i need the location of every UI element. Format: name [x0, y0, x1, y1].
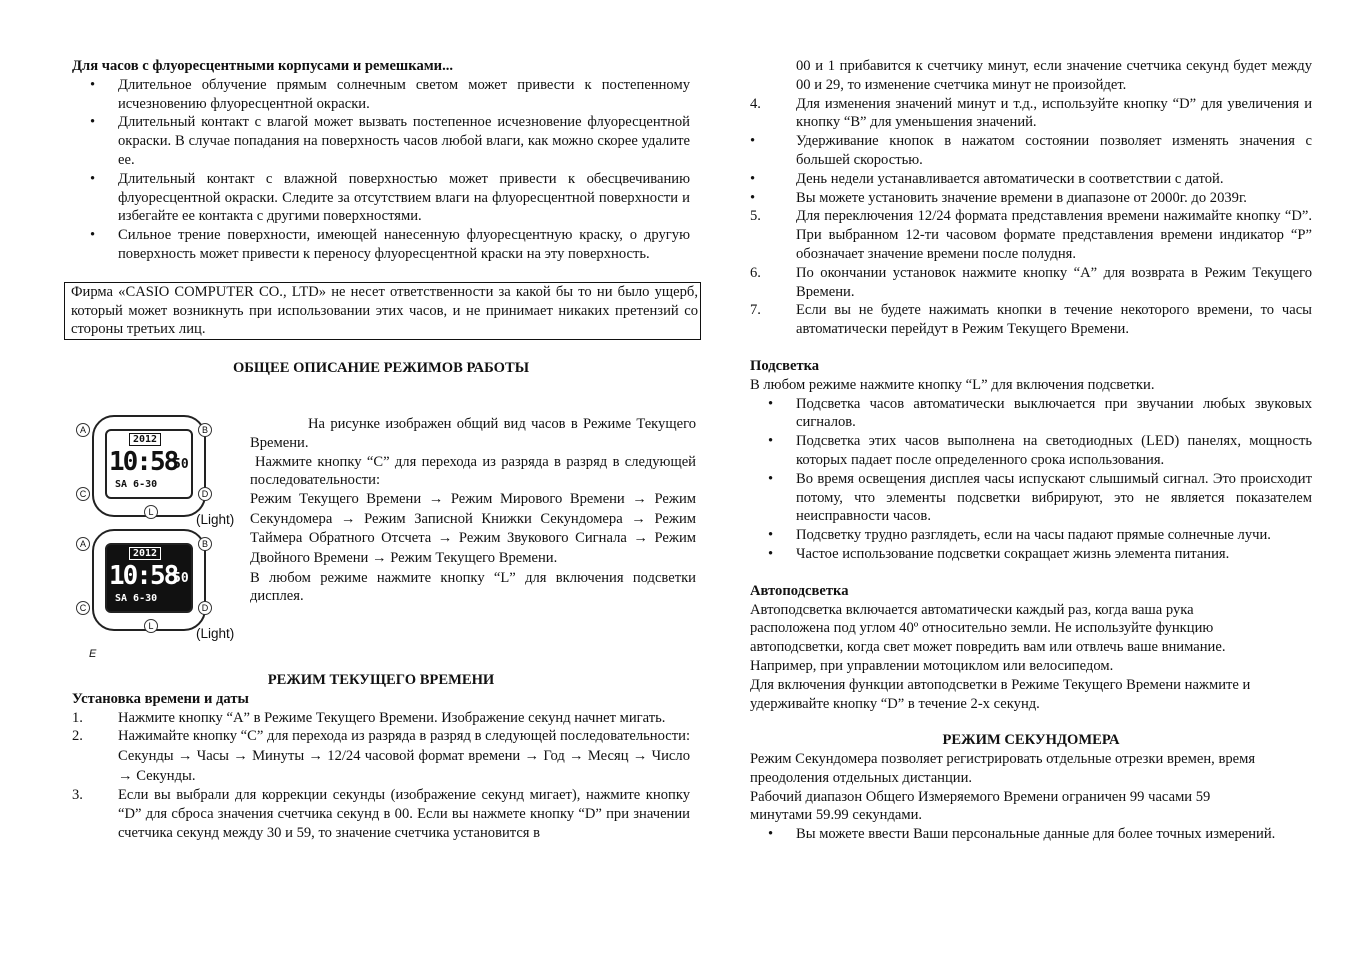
- watch-date: SA 6-30: [115, 478, 158, 490]
- button-l-label: L: [144, 505, 158, 519]
- list-item: • Подсветку трудно разглядеть, если на часы падают прямые солнечные лучи.: [768, 527, 1271, 544]
- continued-paragraph: 00 и 1 прибавится к счетчику минут, если значение счетчика секунд будет между 00 и 29, то изменение счетчика минут не произойдет.: [796, 58, 1312, 93]
- backlight-heading: Подсветка: [750, 357, 820, 374]
- set-time-steps: [72, 709, 690, 843]
- figure-paragraph: На рисунке изображен общий вид часов в Режиме Текущего Времени.: [250, 415, 696, 451]
- fluor-bullet-list: [72, 76, 690, 264]
- button-l-label: L: [144, 619, 158, 633]
- list-item: 3. Если вы выбрали для коррекции секунды (изображение секунд мигает), нажмите кнопку “D” для сброса значения счетчика секунд в 00. Если вы нажмете кнопку “D” при значении счетчика секунд между 30 и 59, то значение счетчика установится в: [72, 787, 690, 841]
- bullet-marker: •: [90, 114, 96, 131]
- list-item: 5. Для переключения 12/24 формата представления времени нажимайте кнопку “D”. При выбранном 12-ти часовом формате представления времени индикатор “P” обозначает значение времени после полудня.: [750, 208, 1312, 262]
- list-item: • День недели устанавливается автоматически в соответствии с датой.: [750, 170, 1224, 187]
- watch-year: 2012: [129, 433, 161, 446]
- bullet-marker: •: [768, 433, 774, 450]
- button-c-label: C: [76, 601, 90, 615]
- list-item: • Длительное облучение прямым солнечным светом может привести к постепенному исчезновению флуоресцентной окраски.: [90, 76, 690, 112]
- autolight-text: Автоподсветка включается автоматически каждый раз, когда ваша рука расположена под углом 40º относительно земли. Не используйте функцию автоподсветки, когда свет может повредить вам или отвлечь ваше внимание. Например, при управлении мотоциклом или велосипедом. Для включения функции автоподсветки в Режиме Текущего Времени нажмите и удерживайте кнопку “D” в течение 2-х секунд.: [750, 601, 1251, 712]
- modes-heading: ОБЩЕЕ ОПИСАНИЕ РЕЖИМОВ РАБОТЫ: [232, 360, 530, 377]
- list-item: • Длительный контакт с влагой может вызвать постепенное исчезновение флуоресцентной окраски. В случае попадания на поверхность часов любой влаги, как можно скорее удалите ее.: [90, 114, 690, 168]
- figure-paragraph: Нажмите кнопку “C” для перехода из разряда в разряд в следующей последовательности:: [250, 453, 696, 489]
- fluor-heading: Для часов с флуоресцентными корпусами и ремешками...: [72, 58, 454, 74]
- watch-display: [105, 543, 193, 613]
- watch-figure-block: [72, 415, 696, 665]
- button-a-label: A: [76, 537, 90, 551]
- backlight-bullets: [750, 395, 1312, 564]
- list-item: • Длительный контакт с влажной поверхностью может привести к обесцвечиванию флуоресцентной окраски. Следите за отсутствием влаги на флуоресцентной поверхности и избегайте ее контакта с другими поверхностями.: [90, 170, 690, 225]
- button-b-label: B: [198, 537, 212, 551]
- list-item: 4. Для изменения значений минут и т.д., используйте кнопку “D” для увеличения и кнопку “B” для уменьшения значений.: [750, 95, 1312, 131]
- watch-illustration-light: [92, 415, 206, 517]
- list-item: • Во время освещения дисплея часы испускают слышимый сигнал. Это происходит потому, что элементы подсветки вибрируют, это не является показателем неисправности часов.: [768, 470, 1312, 525]
- watch-time: 10:58: [109, 446, 178, 477]
- bullet-marker: •: [768, 470, 774, 487]
- stopwatch-text: Режим Секундомера позволяет регистрировать отдельные отрезки времен, время преодоления отдельных дистанции. Рабочий диапазон Общего Измеряемого Времени ограничен 99 часами 59 минутами 59.99 секундами.: [750, 751, 1256, 824]
- set-time-heading: Установка времени и даты: [72, 690, 249, 707]
- bullet-marker: •: [90, 227, 96, 244]
- list-item: • Сильное трение поверхности, имеющей нанесенную флуоресцентную краску, о другую поверхность может привести к переносу флуоресцентной краски на эту поверхность.: [90, 227, 690, 262]
- left-column: [71, 57, 698, 843]
- list-item: 1. Нажмите кнопку “A” в Режиме Текущего Времени. Изображение секунд начнет мигать.: [72, 709, 666, 726]
- list-item: • Подсветка этих часов выполнена на светодиодных (LED) панелях, мощность которых падает после определенного срока использования.: [768, 433, 1312, 468]
- settings-list: [750, 95, 1312, 339]
- list-item: 2. Нажимайте кнопку “C” для перехода из разряда в разряд в следующей последовательности: Секунды → Часы → Минуты → 12/24 часовой формат времени → Год → Месяц → Число → Секунды.: [72, 728, 690, 784]
- list-item: 6. По окончании установок нажмите кнопку “A” для возврата в Режим Текущего Времени.: [750, 264, 1312, 300]
- watch-time: 10:58: [109, 560, 178, 591]
- bullet-marker: •: [90, 170, 96, 187]
- stopwatch-bullets: [750, 825, 1312, 844]
- right-column: [750, 57, 1312, 844]
- bullet-marker: •: [768, 527, 774, 544]
- figure-paragraph: Режим Текущего Времени → Режим Мирового Времени → Режим Секундомера → Режим Записной Книжки Секундомера → Режим Таймера Обратного Отсчета → Режим Звукового Сигнала → Режим Двойного Времени → Режим Текущего Времени.: [250, 491, 696, 566]
- watch-date: SA 6-30: [115, 592, 158, 604]
- bullet-marker: •: [768, 826, 774, 843]
- liability-notice: Фирма «CASIO COMPUTER CO., LTD» не несет ответственности за какой бы то ни было ущерб, который может возникнуть при использовании этих часов, и не принимает никаких претензий со стороны третьих лиц.: [64, 282, 701, 340]
- watch-year: 2012: [129, 547, 161, 560]
- bullet-marker: •: [768, 545, 774, 562]
- button-d-label: D: [198, 487, 212, 501]
- light-label: (Light): [196, 511, 235, 527]
- watch-illustration-dark: [92, 529, 206, 631]
- light-label: (Light): [196, 625, 235, 641]
- bullet-marker: •: [768, 395, 774, 412]
- bullet-marker: •: [90, 76, 96, 93]
- backlight-intro: В любом режиме нажмите кнопку “L” для включения подсветки.: [750, 376, 1155, 393]
- watch-figure: [72, 415, 250, 660]
- list-item: • Частое использование подсветки сокращает жизнь элемента питания.: [768, 545, 1230, 562]
- watch-display: [105, 429, 193, 499]
- list-item: • Подсветка часов автоматически выключается при звучании любых звуковых сигналов.: [768, 395, 1312, 431]
- button-b-label: B: [198, 423, 212, 437]
- list-item: • Вы можете ввести Ваши персональные данные для более точных измерений.: [768, 826, 1276, 843]
- watch-seconds: 50: [173, 570, 189, 586]
- button-d-label: D: [198, 601, 212, 615]
- current-time-heading: РЕЖИМ ТЕКУЩЕГО ВРЕМЕНИ: [267, 671, 495, 688]
- figure-paragraph: В любом режиме нажмите кнопку “L” для включения подсветки дисплея.: [250, 569, 696, 605]
- button-c-label: C: [76, 487, 90, 501]
- figure-letter: E: [89, 647, 97, 660]
- list-item: • Удерживание кнопок в нажатом состоянии позволяет изменять значения с большей скоростью.: [750, 133, 1312, 168]
- watch-seconds: 50: [173, 456, 189, 472]
- list-item: • Вы можете установить значение времени в диапазоне от 2000г. до 2039г.: [750, 189, 1247, 206]
- autolight-heading: Автоподсветка: [750, 582, 849, 599]
- figure-description: [250, 415, 696, 606]
- stopwatch-heading: РЕЖИМ СЕКУНДОМЕРА: [942, 732, 1120, 749]
- list-item: 7. Если вы не будете нажимать кнопки в течение некоторого времени, то часы автоматически перейдут в Режим Текущего Времени.: [750, 302, 1312, 338]
- button-a-label: A: [76, 423, 90, 437]
